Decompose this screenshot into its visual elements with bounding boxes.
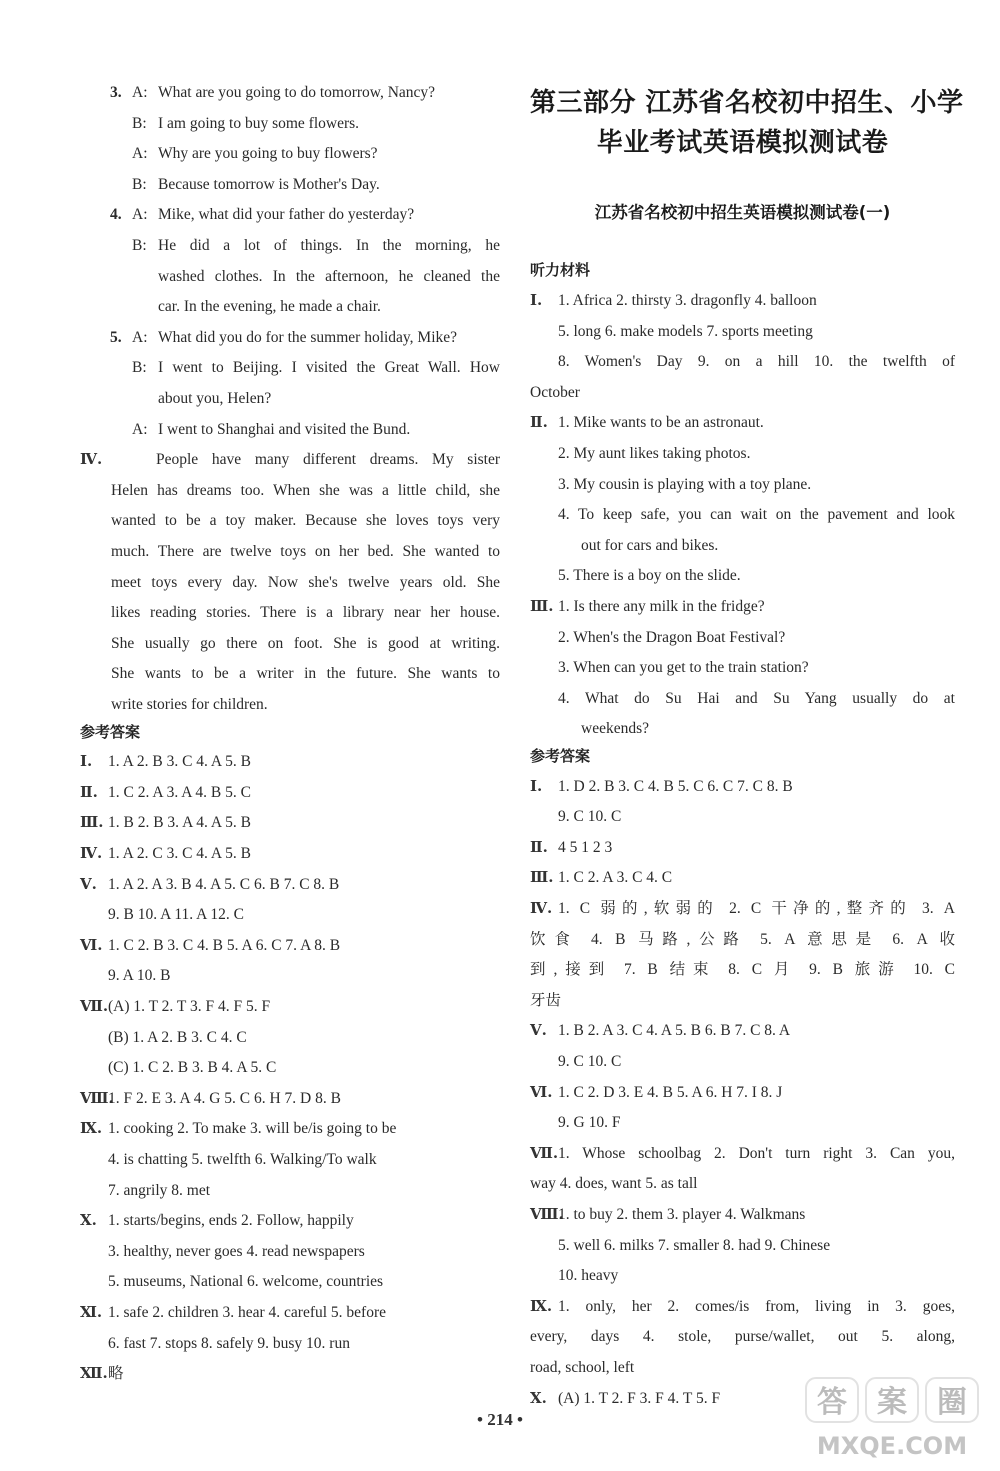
answer-line: every, days 4. stole, purse/wallet, out 5. along, — [530, 1328, 955, 1346]
section-marker: Ⅸ. — [530, 1296, 553, 1315]
answer-line: 3. healthy, never goes 4. read newspapers — [108, 1242, 365, 1260]
dialogue-line: Because tomorrow is Mother's Day. — [158, 175, 380, 193]
section-marker: Ⅳ. — [530, 899, 553, 917]
listening-line: 8. Women's Day 9. on a hill 10. the twelfth of — [558, 353, 955, 371]
answer-line: 到,接到 7. B 结束 8. C 月 9. B 旅游 10. C — [530, 961, 955, 979]
passage-line: much. There are twelve toys on her bed. She wanted to — [111, 543, 500, 560]
dialogue-number: 4. — [110, 206, 122, 224]
listening-line: 5. There is a boy on the slide. — [558, 567, 741, 585]
answer-line: 1. Whose schoolbag 2. Don't turn right 3. Can you, — [558, 1144, 955, 1162]
listening-line: 5. long 6. make models 7. sports meeting — [558, 322, 813, 340]
listening-line: 2. My aunt likes taking photos. — [558, 445, 751, 462]
answer-line: way 4. does, want 5. as tall — [530, 1175, 698, 1193]
dialogue-line: about you, Helen? — [158, 390, 272, 407]
section-marker: Ⅱ. — [530, 413, 548, 432]
watermark-char-1: 答 — [817, 1385, 847, 1420]
section-marker: Ⅵ. — [530, 1082, 553, 1101]
answer-line: 略 — [108, 1365, 124, 1383]
section-marker: Ⅱ. — [530, 837, 548, 856]
answer-line: 牙齿 — [530, 991, 562, 1009]
dialogue-line: I am going to buy some flowers. — [158, 114, 360, 132]
speaker-label: A: — [132, 420, 148, 438]
answer-line: (A) 1. T 2. F 3. F 4. T 5. F — [558, 1389, 721, 1407]
section-marker: Ⅺ. — [80, 1303, 103, 1321]
answer-line: 1. B 2. B 3. A 4. A 5. B — [108, 814, 251, 832]
section-marker: Ⅱ. — [80, 782, 98, 801]
answer-line: 9. B 10. A 11. A 12. C — [108, 906, 244, 924]
passage-line: meet toys every day. Now she's twelve years old. She — [111, 573, 500, 591]
part-title-line-1: 第三部分 江苏省名校初中招生、小学 — [530, 88, 964, 118]
answer-line: (C) 1. C 2. B 3. B 4. A 5. C — [108, 1059, 277, 1077]
listening-line: 4. What do Su Hai and Su Yang usually do at — [558, 689, 955, 707]
listening-line: 2. When's the Dragon Boat Festival? — [558, 628, 786, 646]
dialogue-line: What are you going to do tomorrow, Nancy? — [158, 84, 436, 101]
answer-line: 5. museums, National 6. welcome, countries — [108, 1273, 384, 1291]
speaker-label: B: — [132, 359, 147, 377]
section-marker: Ⅲ. — [530, 597, 554, 615]
speaker-label: B: — [132, 237, 147, 254]
section-marker: Ⅰ. — [530, 776, 543, 795]
section-marker: Ⅳ. — [80, 450, 103, 469]
dialogue-line: He did a lot of things. In the morning, he — [158, 237, 500, 254]
dialogue-line: Why are you going to buy flowers? — [158, 145, 378, 163]
section-marker: Ⅶ. — [80, 997, 109, 1015]
section-marker: Ⅵ. — [80, 935, 103, 954]
answer-line: 6. fast 7. stops 8. safely 9. busy 10. run — [108, 1334, 350, 1352]
listening-line: 3. My cousin is playing with a toy plane. — [558, 475, 812, 493]
answer-line: 1. A 2. B 3. C 4. A 5. B — [108, 753, 251, 771]
answer-line: 7. angrily 8. met — [108, 1181, 211, 1199]
answer-line: 1. C 2. B 3. C 4. B 5. A 6. C 7. A 8. B — [108, 936, 341, 954]
passage-line: wanted to be a toy maker. Because she loves toys very — [111, 512, 500, 530]
listening-line: 1. Is there any milk in the fridge? — [558, 598, 765, 615]
speaker-label: B: — [132, 114, 147, 132]
answer-line: (A) 1. T 2. T 3. F 4. F 5. F — [108, 998, 271, 1015]
listening-line: 4. To keep safe, you can wait on the pavement and look — [558, 506, 955, 524]
section-marker: Ⅷ. — [80, 1088, 114, 1107]
listening-line: 3. When can you get to the train station? — [558, 659, 809, 677]
listening-line: out for cars and bikes. — [581, 536, 719, 554]
answer-line: 1. starts/begins, ends 2. Follow, happily — [108, 1212, 354, 1230]
watermark-char-2: 案 — [877, 1385, 907, 1420]
watermark-url: MXQE.COM — [816, 1432, 968, 1460]
listening-line: 1. Africa 2. thirsty 3. dragonfly 4. balloon — [558, 292, 817, 309]
section-marker: Ⅳ. — [80, 844, 103, 862]
answer-line: 饮食 4. B 马路,公路 5. A 意思是 6. A 收 — [530, 930, 955, 948]
answer-line: 4. is chatting 5. twelfth 6. Walking/To walk — [108, 1151, 377, 1168]
passage-line: People have many different dreams. My sister — [156, 451, 500, 469]
section-marker: Ⅹ. — [80, 1211, 97, 1230]
listening-line: October — [530, 383, 580, 401]
answer-line: 9. C 10. C — [558, 1053, 622, 1070]
section-marker: Ⅲ. — [80, 813, 104, 832]
answer-line: 1. only, her 2. comes/is from, living in 3. goes, — [558, 1297, 955, 1315]
dialogue-number: 5. — [110, 328, 122, 346]
answer-line: 9. A 10. B — [108, 967, 171, 985]
dialogue-line: Mike, what did your father do yesterday? — [158, 206, 415, 224]
watermark-logo — [800, 1372, 985, 1464]
passage-line: likes reading stories. There is a library near her house. — [111, 604, 500, 622]
answer-line: 1. D 2. B 3. C 4. B 5. C 6. C 7. C 8. B — [558, 777, 793, 795]
answer-line: 1. cooking 2. To make 3. will be/is going to be — [108, 1120, 397, 1138]
answer-line: 1. safe 2. children 3. hear 4. careful 5. before — [108, 1304, 387, 1321]
answers-heading: 参考答案 — [80, 722, 141, 741]
listening-heading: 听力材料 — [530, 261, 591, 279]
speaker-label: A: — [132, 206, 148, 224]
answer-line: 9. G 10. F — [558, 1114, 621, 1132]
section-marker: Ⅰ. — [80, 752, 93, 771]
dialogue-line: I went to Beijing. I visited the Great Wall. How — [158, 359, 500, 377]
listening-line: 1. Mike wants to be an astronaut. — [558, 414, 764, 432]
test-title: 江苏省名校初中招生英语模拟测试卷(一) — [594, 203, 891, 222]
answer-line: 1. C 2. A 3. C 4. C — [558, 869, 673, 887]
answer-line: 10. heavy — [558, 1267, 619, 1285]
section-marker: Ⅴ. — [530, 1021, 547, 1040]
answer-line: 1. F 2. E 3. A 4. G 5. C 6. H 7. D 8. B — [108, 1089, 341, 1107]
section-marker: Ⅸ. — [80, 1119, 103, 1138]
passage-line: write stories for children. — [111, 696, 268, 713]
section-marker: Ⅻ. — [80, 1364, 108, 1383]
dialogue-line: What did you do for the summer holiday, Mike? — [158, 328, 458, 346]
passage-line: Helen has dreams too. When she was a little child, she — [111, 481, 500, 499]
listening-line: weekends? — [581, 720, 649, 738]
speaker-label: A: — [132, 145, 148, 163]
speaker-label: A: — [132, 328, 148, 346]
passage-line: She usually go there on foot. She is good at writing. — [111, 634, 500, 652]
dialogue-line: washed clothes. In the afternoon, he cleaned the — [158, 267, 500, 285]
answers-heading: 参考答案 — [530, 747, 591, 765]
answer-line: 1. C 2. A 3. A 4. B 5. C — [108, 783, 251, 801]
answer-line: 5. well 6. milks 7. smaller 8. had 9. Chinese — [558, 1236, 831, 1254]
passage-line: She wants to be a writer in the future. She wants to — [111, 665, 500, 683]
section-marker: Ⅹ. — [530, 1388, 547, 1407]
section-marker: Ⅶ. — [530, 1143, 559, 1162]
page-number: • 214 • — [477, 1410, 523, 1429]
answer-line: 1. A 2. A 3. B 4. A 5. C 6. B 7. C 8. B — [108, 875, 340, 893]
answer-line: 1. C 2. D 3. E 4. B 5. A 6. H 7. I 8. J — [558, 1083, 783, 1101]
answer-line: road, school, left — [530, 1359, 635, 1376]
section-marker: Ⅷ. — [530, 1205, 564, 1223]
section-marker: Ⅴ. — [80, 874, 97, 893]
speaker-label: B: — [132, 175, 147, 193]
answer-line: 1. A 2. C 3. C 4. A 5. B — [108, 845, 251, 862]
answer-line: (B) 1. A 2. B 3. C 4. C — [108, 1028, 247, 1046]
answer-line: 1. to buy 2. them 3. player 4. Walkmans — [558, 1206, 806, 1223]
section-marker: Ⅲ. — [530, 868, 554, 887]
answer-line: 1. C 弱的,软弱的 2. C 干净的,整齐的 3. A — [558, 900, 955, 917]
section-marker: Ⅰ. — [530, 291, 543, 309]
part-title-line-2: 毕业考试英语模拟测试卷 — [596, 128, 889, 158]
dialogue-line: I went to Shanghai and visited the Bund. — [158, 420, 411, 438]
answer-line: 4 5 1 2 3 — [558, 838, 613, 856]
watermark-char-3: 圈 — [937, 1385, 967, 1420]
dialogue-number: 3. — [110, 84, 122, 101]
answer-line: 1. B 2. A 3. C 4. A 5. B 6. B 7. C 8. A — [558, 1022, 791, 1040]
answer-line: 9. C 10. C — [558, 808, 622, 826]
speaker-label: A: — [132, 84, 148, 101]
dialogue-line: car. In the evening, he made a chair. — [158, 298, 381, 316]
